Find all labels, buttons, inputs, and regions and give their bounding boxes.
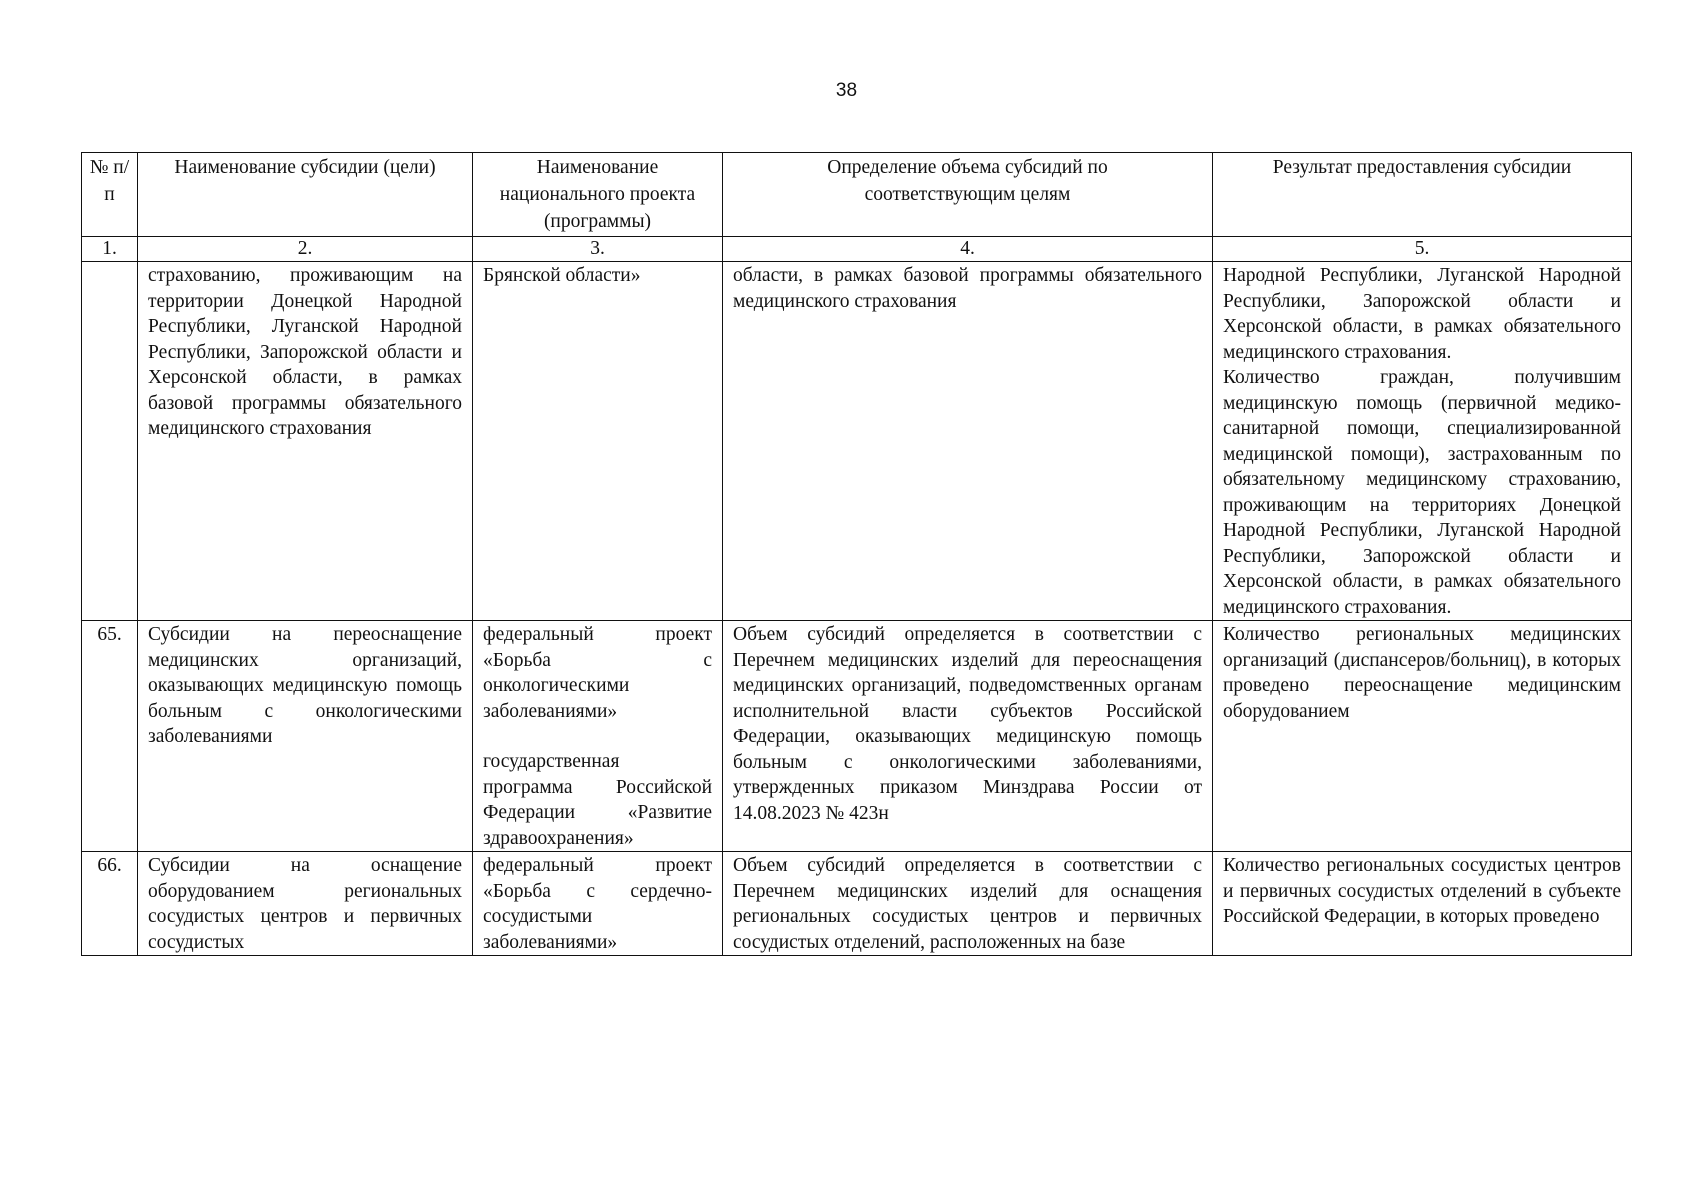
subsidy-name-cell: страхованию, проживающим на территории Донецкой Народной Республики, Луганской Народной Республики, Запорожской области и Херсонской области, в рамках базовой программы обязательного медицинского страхования xyxy=(138,262,473,621)
result-paragraph: Народной Республики, Луганской Народной Республики, Запорожской области и Херсонской области, в рамках обязательного медицинского страхования. xyxy=(1223,265,1621,363)
row-number xyxy=(82,262,138,621)
column-number: 4. xyxy=(723,237,1213,262)
subsidy-result-cell: Количество региональных сосудистых центров и первичных сосудистых отделений в субъекте Российской Федерации, в которых проведено xyxy=(1213,852,1632,956)
table-row xyxy=(82,262,1632,621)
header-subsidy-result: Результат предоставления субсидии xyxy=(1213,153,1632,237)
subsidy-table xyxy=(81,152,1632,956)
column-number: 3. xyxy=(473,237,723,262)
page-number: 38 xyxy=(835,80,858,101)
header-volume-definition: Определение объема субсидий по соответствующим целям xyxy=(723,153,1213,237)
row-number: 65. xyxy=(82,621,138,852)
volume-definition-cell: Объем субсидий определяется в соответствии с Перечнем медицинских изделий для оснащения региональных сосудистых центров и первичных сосудистых отделений, расположенных на базе xyxy=(723,852,1213,956)
national-project-cell xyxy=(473,621,723,852)
national-project-cell: Брянской области» xyxy=(473,262,723,621)
subsidy-name-cell: Субсидии на переоснащение медицинских организаций, оказывающих медицинскую помощь больным с онкологическими заболеваниями xyxy=(138,621,473,852)
row-number: 66. xyxy=(82,852,138,956)
header-number: № п/п xyxy=(82,153,138,237)
table-header-row xyxy=(82,153,1632,237)
table-row xyxy=(82,852,1632,956)
header-subsidy-name: Наименование субсидии (цели) xyxy=(138,153,473,237)
volume-definition-cell: области, в рамках базовой программы обязательного медицинского страхования xyxy=(723,262,1213,621)
national-project-paragraph: государственная программа Российской Федерации «Развитие здравоохранения» xyxy=(483,751,712,849)
column-number: 1. xyxy=(82,237,138,262)
subsidy-result-cell xyxy=(1213,262,1632,621)
subsidy-name-cell: Субсидии на оснащение оборудованием региональных сосудистых центров и первичных сосудистых xyxy=(138,852,473,956)
volume-definition-cell: Объем субсидий определяется в соответствии с Перечнем медицинских изделий для переоснащения медицинских организаций, подведомственных органам исполнительной власти субъектов Российской Федерации, оказывающих медицинскую помощь больным с онкологическими заболеваниями, утвержденных приказом Минздрава России от 14.08.2023 № 423н xyxy=(723,621,1213,852)
header-national-project: Наименование национального проекта (программы) xyxy=(473,153,723,237)
national-project-cell: федеральный проект «Борьба с сердечно-сосудистыми заболеваниями» xyxy=(473,852,723,956)
table-row xyxy=(82,621,1632,852)
result-paragraph: Количество граждан, получившим медицинскую помощь (первичной медико-санитарной помощи, специализированной медицинской помощи), застрахованным по обязательному медицинскому страхованию, проживающим на территориях Донецкой Народной Республики, Луганской Народной Республики, Запорожской области и Херсонской области, в рамках обязательного медицинского страхования. xyxy=(1223,367,1621,618)
column-number: 2. xyxy=(138,237,473,262)
national-project-paragraph: федеральный проект «Борьба с онкологическими заболеваниями» xyxy=(483,624,712,722)
column-number: 5. xyxy=(1213,237,1632,262)
column-number-row xyxy=(82,237,1632,262)
subsidy-result-cell: Количество региональных медицинских организаций (диспансеров/больниц), в которых проведено переоснащение медицинским оборудованием xyxy=(1213,621,1632,852)
